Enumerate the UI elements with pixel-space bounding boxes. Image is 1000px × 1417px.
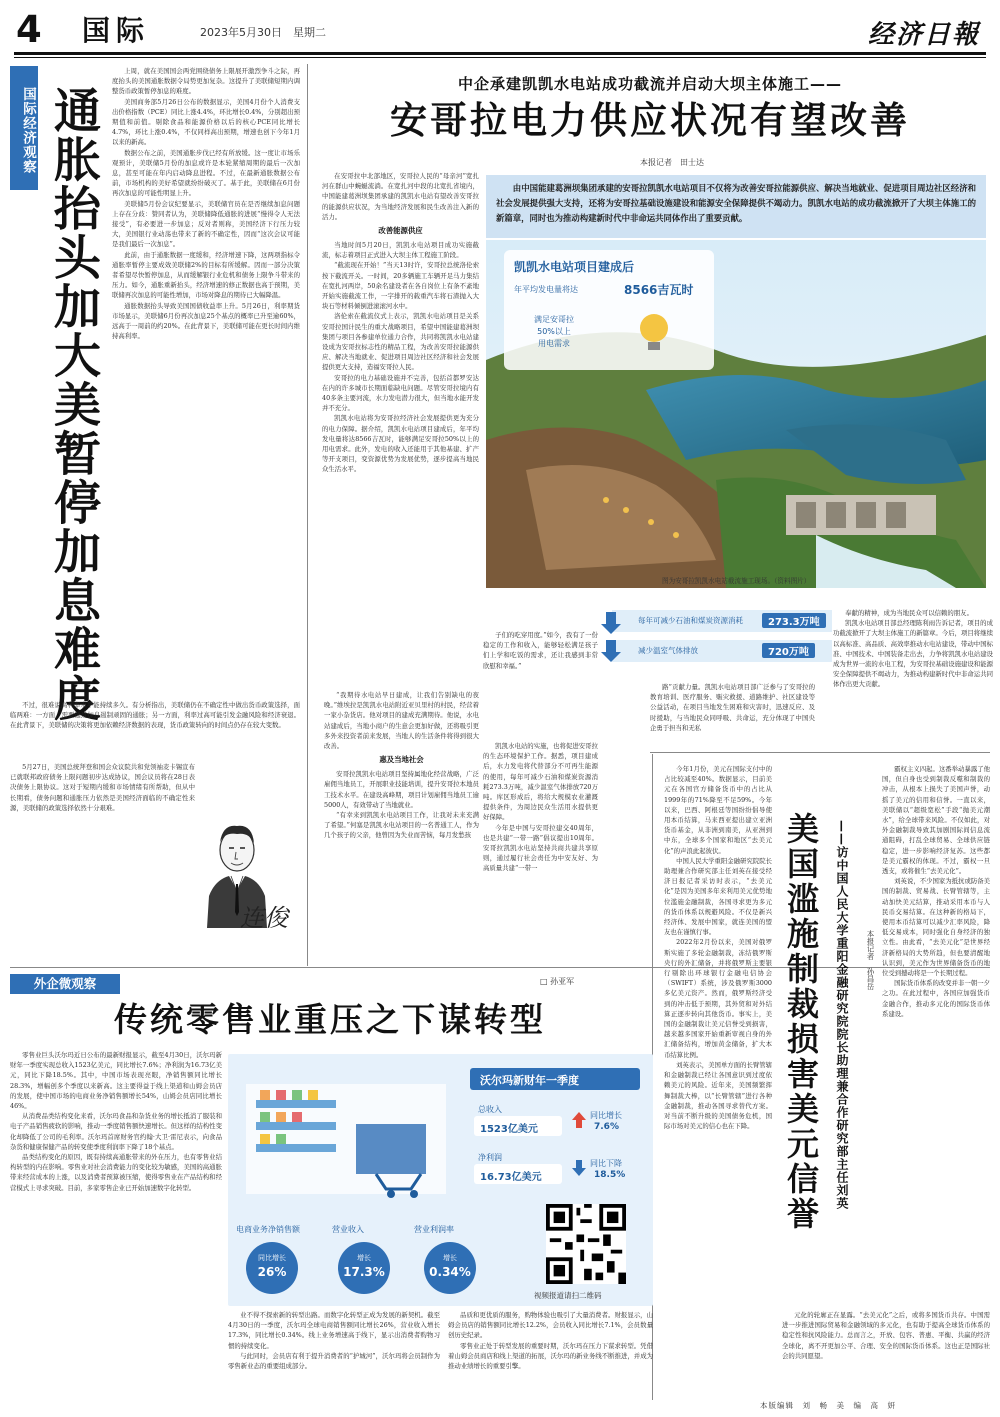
paragraph: 安哥拉的电力基础设施并不完善，包括首都罗安达在内的许多城市长期面临缺电问题。尽管安哥拉境内有40多条主要河流，水力发电潜力很大，但当地水能开发并不充分。 xyxy=(322,373,479,413)
hydro-stats-band xyxy=(600,598,830,688)
newspaper-logo: 经济日報 xyxy=(867,20,980,50)
stat-row xyxy=(612,640,832,662)
hydro-photo xyxy=(486,240,986,588)
masthead-rule xyxy=(14,52,986,55)
infographic-title: 沃尔玛新财年一季度 xyxy=(480,1074,579,1087)
down-arrow-icon xyxy=(600,610,622,662)
paragraph: 美国商务部5月26日公布的数据显示，美国4月份个人消费支出价格指数（PCE）同比上涨4.4%，环比增长0.4%，分别超出预期值和前值。剔除食品和能源价格以后的核心PCE同比增长4.7%，环比上涨0.4%，不仅同样高出预期，增速也创下今年1月以来的新高。 xyxy=(112,97,300,147)
infographic-title-bar xyxy=(470,1068,640,1090)
column-divider xyxy=(307,64,308,966)
paragraph: 路”贡献力量。凯凯水电站项目部广泛参与了安哥拉的教育培训、医疗服务、赈灾救援、道路维护、社区建设等公益活动，在项目当地发生困难和灾害时，迅速反应、及时援助，与当地民众同呼吸、共命运，充分体现了中国央企勇于担当和无私 xyxy=(650,683,815,732)
metric3-title: 营业利润率 xyxy=(414,1225,454,1234)
retail-author: □ 孙亚军 xyxy=(540,977,575,986)
demand-line: 用电需求 xyxy=(538,339,570,348)
inflation-article-body xyxy=(112,66,300,696)
stat-label: 每年可减少石油和煤炭资源消耗 xyxy=(638,616,743,625)
paragraph: 国际货币体系的改变并非一朝一夕之功。在此过程中，各国应加强货币金融合作，推动多元化的国际货币体系建设。 xyxy=(882,979,990,1018)
metric1-circle xyxy=(246,1242,298,1294)
value-box xyxy=(474,1164,562,1184)
retail-article-column-1 xyxy=(10,1050,222,1396)
sanctions-reporter: 本报记者 孙昌岳 xyxy=(866,930,875,990)
hydro-kicker: 中企承建凯凯水电站成功截流并启动大坝主体施工—— xyxy=(457,75,842,93)
retail-headline: 传统零售业重压之下谋转型 xyxy=(114,1000,546,1039)
metric2-title: 营业收入 xyxy=(332,1225,364,1234)
paragraph: 中国人民大学重阳金融研究院院长助理兼合作研究部主任刘英在接受经济日报记者采访时表示，“去美元化”是因为美国多年来利用美元优势地位滥施金融制裁，各国寻求更为多元的货币体系以规避风险。不仅是新兴经济体、发展中国家，就连美国的盟友也在谨慎行事。 xyxy=(664,856,772,937)
paragraph: 零售业巨头沃尔玛近日公布的最新财报显示，截至4月30日，沃尔玛新财年一季度实现总收入1523亿美元，同比增长7.6%；净利润为16.73亿美元，同比下降18.5%。其中，中国市场表现亮眼，净销售额同比增长28.3%，增幅创多个季度以来新高。这主要得益于线上渠道和山姆会员店的发展，使中国市场的电商业务净销售额增长54%，山姆会员店同比增长46%。 xyxy=(10,1051,222,1111)
lightbulb-icon xyxy=(624,308,684,358)
paragraph: 美联储5月份会议纪要显示，美联储官员在是否继续加息问题上存在分歧：赞同者认为，美联储降低通胀的进展“慢得令人无法接受”，有必要进一步加息；反对者则称，美国经济下行压力较大，美国银行业动荡也带来了新的不确定性，因而“这次会议可能是我们最后一次加息”。 xyxy=(112,199,300,249)
demand-line: 50%以上 xyxy=(537,327,571,336)
paragraph: 奉献的精神，成为当地民众可以信赖的朋友。 xyxy=(845,609,973,617)
inflation-headline: 通胀抬头加大美暂停加息难度 xyxy=(46,86,101,723)
hydro-infographic-panel xyxy=(504,250,714,370)
walmart-infographic xyxy=(228,1054,653,1306)
paragraph: 5月27日，美国总统拜登和国会众议院共和党领袖麦卡锡宣布已就联邦政府债务上限问题初步达成协议，国会议员将在28日表决债务上限协议。这对于短期内缓和市场情绪有所帮助，但从中长期看，债务问题和通胀压力依然是美国经济面临的不确定性来源，美联储的政策选择依然十分艰难。 xyxy=(10,763,195,812)
paragraph: 与此同时，会员店有利于提升消费者的“护城河”，沃尔玛将会员制作为零售新业态的重要组成部分。 xyxy=(228,1351,440,1371)
up-arrow-icon xyxy=(572,1112,586,1128)
paragraph: “我期待水电站早日建成，让我们告别缺电的夜晚。”维埃拉是凯凯水电站附近亚贝里村的村民，经营着一家小杂货店。他对项目的建成充满期待。他说，水电站建成后，当地小商户的生意会更加好做，还将吸引更多外来投资者前来发展，当地人的生活条件将得到很大改善。 xyxy=(324,691,479,751)
metric1-label: 同比增长 xyxy=(258,1254,286,1262)
paragraph: 洛伦索在截流仪式上表示，凯凯水电站项目是关系安哥拉国计民生的重大战略项目，希望中国能建葛洲坝集团与项目各参建单位通力合作，共同将凯凯水电站建设成为安哥拉标志性的精品工程，为改善安哥拉能源供应、解决当地就业、促进项目周边社区经济和社会发展提供更大支持，造福安哥拉人民。 xyxy=(322,312,479,372)
paragraph: 2022年2月份以来，美国对俄罗斯实施了多轮金融制裁，冻结俄罗斯央行的外汇储备，并将俄罗斯主要银行剔除出环球银行金融电信协会（SWIFT）系统，涉及俄罗斯3000多亿美元资产。然而，俄罗斯经济受到的冲击低于预期，其外贸和对外结算正逐步转向其他货币。事实上，美国的金融制裁让美元信誉受到损害，越来越多国家开始重新审视自身的外汇储备结构，增加黄金储备，扩大本币结算比例。 xyxy=(664,938,772,1059)
author-signature: 连俊 xyxy=(240,904,288,932)
hydro-article-column-1 xyxy=(322,171,479,690)
paragraph: 从消费品类结构变化来看，沃尔玛食品和杂货业务的增长抵消了服装和电子产品销售疲软的影响，推动一季度销售额快速增长。但这样的结构性变化却降低了公司的毛利率。沃尔玛首席财务官约翰·大卫·雷尼表示，向食品杂货和健康保健产品的转变使季度利润率下降了18个基点。 xyxy=(10,1112,222,1151)
paragraph: 此前，由于通胀数据一度缓和，经济增速下降，这两项指标令通胀率暂停主要成效美联储2%的目标有所缓解。因而一部分决策者希望尽快暂停加息，从而缓解银行业危机和债务上限争斗带来的压力。如今，通胀重新抬头，经济增速的修正数据也高于预期，美联储再次加息的可能性增加，市场对降息的期待已大幅降温。 xyxy=(112,250,300,300)
photo-caption: 图为安哥拉凯凯水电站截流施工现场。（资料图片） xyxy=(662,577,811,585)
revenue-change-value: 7.6% xyxy=(594,1122,619,1132)
paragraph: 品类结构变化的原因，既有持续高通胀带来的外在压力，也有零售业结构转型的内在影响。零售业对社会消费能力的变化较为敏感，美国的高通胀带来经营成本的上涨，以及消费者预算被压缩，使得零售业在产品结构和经营模式上寻求突破。目前，多家零售企业已开始加速数字化转型。 xyxy=(10,1153,222,1192)
metric3-label: 增长 xyxy=(443,1254,457,1262)
inflation-article-body-lower xyxy=(10,762,195,950)
down-arrow-icon xyxy=(572,1160,586,1176)
demand-line: 满足安哥拉 xyxy=(534,315,574,324)
section-divider xyxy=(650,752,990,753)
revenue-change-label: 同比增长 xyxy=(590,1111,622,1120)
paragraph: 今年是中国与安哥拉建交40周年，也是共建“一带一路”倡议提出10周年。安哥拉凯凯水电站坚持共商共建共享原则，通过履行社会责任为中安友好、为高质量共建“一带一 xyxy=(483,823,598,873)
stat-value: 273.3万吨 xyxy=(762,613,826,628)
qr-code[interactable] xyxy=(546,1204,626,1284)
paragraph: 刘英说，不少国家为抵抗或防备美国的制裁、贸易战、长臂管辖等，主动加快美元结算，推动采用本币与人民币交易结算。在这种新的格局下，使用本币结算可以减少汇率风险，降低交易成本，同时强化自身经济的独立性。由此看，“去美元化”是世界经济新格局的大势所趋，但也要清醒地认识到，美元作为世界储备货币的地位受到撼动将是一个长期过程。 xyxy=(882,877,990,978)
stat-row xyxy=(612,610,832,632)
metric1-title: 电商业务净销售额 xyxy=(236,1225,300,1234)
stat-label: 减少温室气体排放 xyxy=(638,646,698,655)
sanctions-headline: 美国滥施制裁损害美元信誉 xyxy=(782,812,820,1232)
stat-value: 720万吨 xyxy=(762,643,815,658)
column-tag: 外企微观察 xyxy=(10,974,120,994)
paragraph: 品质和更优质的服务，购物体验也吸引了大量消费者。财报显示，山姆会员店的销售额同比增长12.2%，会员收入同比增长7.1%，会员数量创历史纪录。 xyxy=(448,1311,653,1340)
paragraph: 凯凯水电站的实施，也将促进安哥拉的生态环境保护工作。据悉，项目建成后，水力发电将代替部分不可再生能源的使用，每年可减少石油和煤炭资源消耗273.3万吨，减少温室气体排放720万吨。库区形成后，将给大规模农业灌溉提供条件，为周边民众生活用水提供更好保障。 xyxy=(483,742,598,822)
metric2-value: 17.3% xyxy=(343,1265,385,1279)
metric2-label: 增长 xyxy=(357,1254,371,1262)
paragraph: 不过，很难说高利率水平能持续多久。有分析指出，美联储仍在不确定性中做出货币政策选择，面临两难：一方面，需要通过加息遏制顽固的通胀；另一方面，利率过高可能引发金融风险和经济衰退。在此背景下，美联储的决策将更加依赖经济数据的表现，货币政策转向的时间点仍存在较大变数。 xyxy=(10,701,300,730)
paragraph: 业不得不探索新的转型出路。而数字化转型正成为发展的新契机。截至4月30日的一季度，沃尔玛全球电商销售额同比增长26%，营业收入增长17.3%，同比增长0.34%。线上业务增速高于线下，显示出消费者购物习惯的持续变化。 xyxy=(228,1311,440,1350)
annual-output-label: 年平均发电量将达 xyxy=(514,285,578,294)
value-box xyxy=(474,1116,562,1136)
author-name: 孙亚军 xyxy=(550,977,575,986)
sanctions-article-column-1 xyxy=(664,764,772,1398)
paragraph: 通胀数据抬头导致美国国债收益率上升。5月26日，利率期货市场显示，美联储6月份再次加息25个基点的概率已升至逾60%，远高于一周前的约20%。在此背景下，美联储可能在更长时间内维持高利率。 xyxy=(112,301,300,341)
inflation-article-body-wide xyxy=(10,700,300,760)
sanctions-article-column-2 xyxy=(882,764,990,1304)
page-footer: 本版编辑 刘 畅 美 编 高 妍 xyxy=(760,1401,896,1410)
paragraph: 霸权主义四起。这番举动暴露了他国，但自身也受到制裁反噬和制裁的冲击，从根本上损失了美国声誉，动摇了美元的信用和信誉。一直以来，美联储以“超级宽松”手段“抛美元潮水”，给全球带来风险。不仅如此，对外金融制裁导致其加剧国际间信息流通阻碍，打乱全球贸易、全球供应链稳定，进一步影响经济复苏。这些都是美元霸权的体现。不过，霸权一旦透支，或将催生“去美元化”。 xyxy=(882,765,990,876)
hydro-byline: 本报记者 田士达 xyxy=(640,158,704,167)
paragraph: 在安哥拉中北部地区，安哥拉人民的“母亲河”宽扎河在群山中蜿蜒流淌。在宽扎河中段的北宽扎省境内，中国能建葛洲坝集团承建的凯凯水电站有望改善安哥拉的能源供应状况，为当地经济发展和民生改善注入新的活力。 xyxy=(322,172,479,221)
paragraph: 零售业正处于转型发展的重要时期，沃尔玛在压力下谋求转型。凭借着山姆会员商店和线上渠道的拓展，沃尔玛的新业务线不断推进，并成为推动业绩增长的重要引擎。 xyxy=(448,1341,653,1371)
subhead: 改善能源供应 xyxy=(378,226,423,236)
metric1-value: 26% xyxy=(257,1265,287,1279)
subhead: 惠及当地社会 xyxy=(379,755,424,765)
hydro-article-column-3b xyxy=(483,741,598,879)
paragraph: 元化的轮廓正在显露。“去美元化”之后，或将多国货币共存。中国需进一步推进国际贸易和金融领域的多元化，也有助于提高全球货币体系的稳定性和抗风险能力。总而言之，开放、包容、普惠、平衡、共赢的经济全球化，离不开更加公平、合理、安全的国际货币体系。这也正是国际社会的共同愿望。 xyxy=(782,1311,990,1360)
column-tag: 国际经济观察 xyxy=(10,66,38,190)
paragraph: 刘英表示，美国单方面的长臂管辖和金融制裁已经让各国意识到过度依赖美元的风险。近年来，美国频繁挥舞制裁大棒，以“长臂管辖”进行各种金融制裁，推动各国寻求替代方案。对当前不断升级的美国债务危机，国际市场对美元的信心也在下降。 xyxy=(664,1060,772,1131)
paragraph: “截流现在开始！”当天13时许，安哥拉总统洛伦索按下截流开关。一时间，20多辆施工车辆开足马力集结在宽扎河两岸，50余名建设者在各自岗位上有条不紊地开始实施截流工作，一字排开的载重汽车将石渣抛入大块石等材料倾倒进滚滚河水中。 xyxy=(322,261,479,311)
sanctions-article-column-3 xyxy=(782,1310,990,1398)
paragraph: 安哥拉凯凯水电站项目坚持属地化经营战略，广泛雇佣当地员工，开展职业技能培训，提升安哥拉本地员工技术水平。在建设高峰期，项目计划雇佣当地员工逾5000人，有效带动了当地就业。 xyxy=(324,770,479,809)
paragraph: 子们的吃穿用度。”如今，我有了一份稳定的工作和收入，能够轻松满足孩子们上学和吃饭的需求，还让我感到非常欣慰和幸福。” xyxy=(483,631,598,670)
metric3-circle xyxy=(424,1242,476,1294)
hydro-lead-box: 由中国能建葛洲坝集团承建的安哥拉凯凯水电站项目不仅将为改善安哥拉能源供应、解决当地就业、促进项目周边社区经济和社会发展提供强大支持，还将为安哥拉基础设施建设和能源安全保障提供不竭动力。凯凯水电站的成功截流掀开了大坝主体施工的新篇章，同时也为推动构建新时代中非命运共同体作出了重要贡献。 xyxy=(486,175,986,238)
retail-article-column-2 xyxy=(228,1310,440,1398)
revenue-label: 总收入 xyxy=(478,1105,502,1114)
section-name: 国际 xyxy=(82,14,151,47)
hydro-article-column-5 xyxy=(833,608,993,748)
paragraph: 上周，就在美国国会两党围绕债务上限展开激烈争斗之际，再度抬头的美国通胀数据令局势更加复杂。这提升了美联储短期内调整货币政策暂停加息的难度。 xyxy=(112,67,300,96)
profit-value: 16.73亿美元 xyxy=(480,1172,542,1183)
annual-output-value: 8566吉瓦时 xyxy=(624,283,694,297)
paragraph: 今年1月份，美元在国际支付中的占比较减至40%。数据显示，目前美元在各国官方储备货币中的占比从1999年的71%降至不足59%。今年以来，巴西、阿根廷等国纷纷倡导使用本币结算，马来西亚提出建立亚洲货币基金，从非洲到南美，从亚洲到中东，全球多个国家和地区“去美元化”的声浪此起彼伏。 xyxy=(664,765,772,855)
demand-text xyxy=(534,314,574,350)
hydro-article-column-3 xyxy=(483,630,598,740)
profit-change-value: 18.5% xyxy=(594,1170,626,1180)
retail-article-column-3 xyxy=(448,1310,653,1398)
paragraph: 当地时间5月20日，凯凯水电站项目成功实施截流，标志着项目正式进入大坝主体工程施工阶段。 xyxy=(322,241,479,260)
profit-label: 净利润 xyxy=(478,1153,502,1162)
profit-change-label: 同比下降 xyxy=(590,1159,622,1168)
hydro-article-column-2 xyxy=(324,690,479,1020)
hydro-article-column-4 xyxy=(650,682,815,742)
masthead-rule-thin xyxy=(14,57,986,58)
revenue-value: 1523亿美元 xyxy=(480,1124,538,1135)
issue-date: 2023年5月30日 星期二 xyxy=(200,26,326,39)
qr-caption: 视频报道请扫二维码 xyxy=(534,1291,602,1300)
page-number: 4 xyxy=(16,8,42,51)
paragraph: 凯凯水电站将为安哥拉经济社会发展提供更为充分的电力保障。据介绍，凯凯水电站项目建成后，年平均发电量将达8566吉瓦时，能够满足安哥拉50%以上的用电需求。此外，发电的收入还能用于其他基建、扩产等开支项目，变资源优势为发展优势，逐步提高当地民众生活水平。 xyxy=(322,414,479,474)
sanctions-subtitle: ——访中国人民大学重阳金融研究院院长助理兼合作研究部主任刘英 xyxy=(835,820,849,1210)
metric2-circle xyxy=(338,1242,390,1294)
paragraph: 凯凯水电站项目部总经理陈利雨告诉记者，项目的成功截流掀开了大坝主体施工的新篇章。今后，项目将继续以高标准、高品质、高效率推动水电站建设，带动中国标准、中国技术、中国装备走出去，力争将凯凯水电站建设成为世界一流的水电工程，为安哥拉基础设施建设和能源安全保障提供不竭动力，为推动构建新时代中非命运共同体作出更大贡献。 xyxy=(833,619,993,689)
infographic-title: 凯凯水电站项目建成后 xyxy=(514,260,635,274)
supermarket-illustration xyxy=(236,1064,456,1204)
paragraph: 数据公布之前，美国通胀步伐已经有所放缓。这一度让市场乐观预计，美联储5月份的加息或许是本轮紧缩周期的最后一次加息，甚至可能在年内启动降息进程。不过，在最新通胀数据公布前，市场机构的美好希望就纷纷破灭了。基于此，美联储在6月份再次加息的可能性明显上升。 xyxy=(112,148,300,198)
metric3-value: 0.34% xyxy=(429,1265,471,1279)
paragraph: “有幸来到凯凯水电站项目工作，让我对未来充满了希望。”何塞是凯凯水电站项目的一名普通工人，作为几个孩子的父亲，他曾因为失业而苦恼，每月发愁孩 xyxy=(324,811,479,840)
hydro-headline: 安哥拉电力供应状况有望改善 xyxy=(390,99,910,142)
